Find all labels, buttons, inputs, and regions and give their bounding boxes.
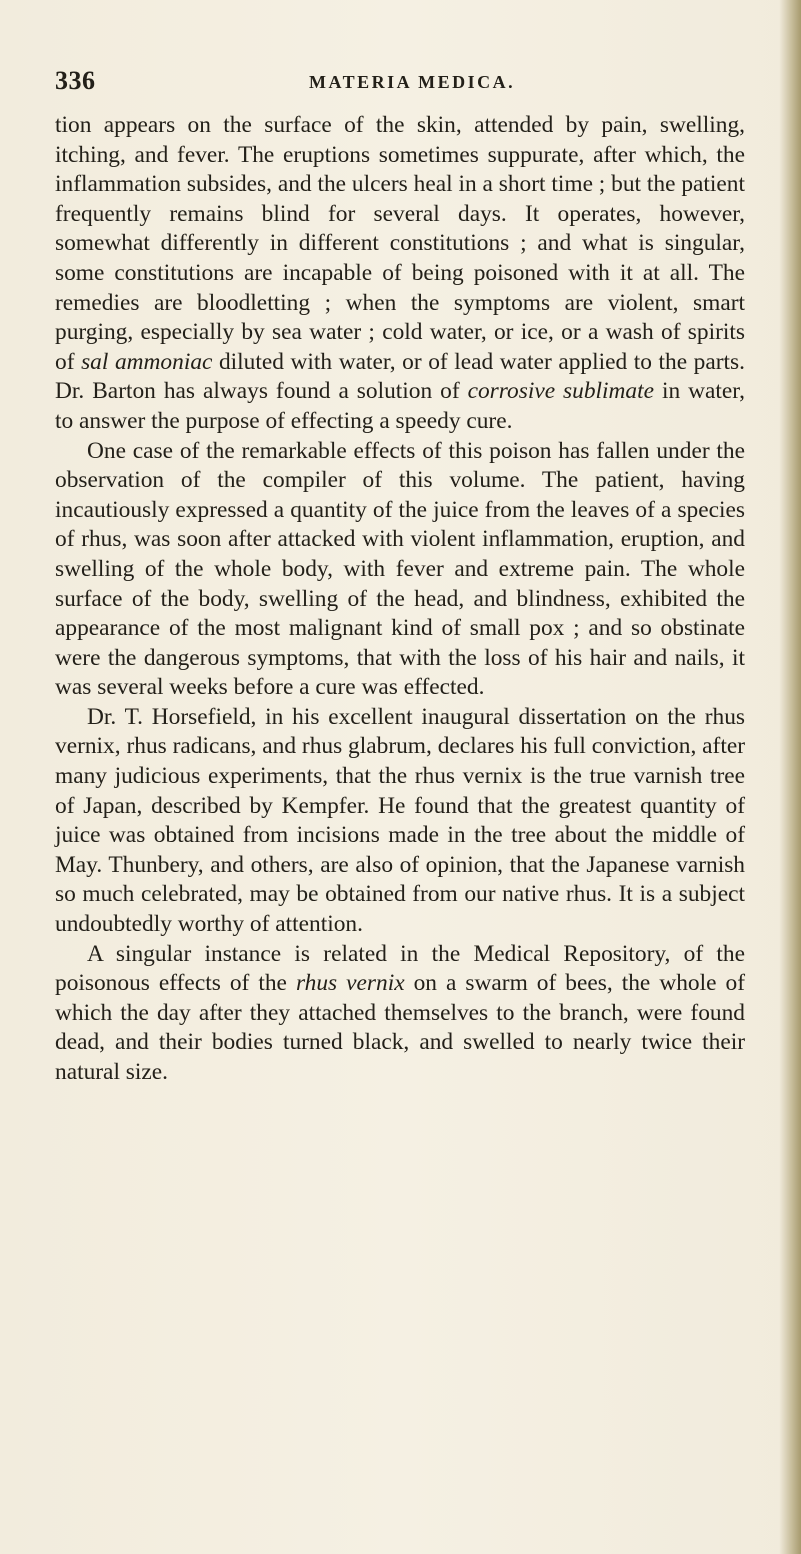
page-edge-shadow [779,0,801,1554]
text-segment: tion appears on the surface of the skin, attended by pain, swelling, itching, and fever. The eruptions sometimes suppurate, after which, the inflammation subsides, and the ulcers heal in a short time ; but the patient frequently remains blind for several days. It operates, however, somewhat differently in different constitutions ; and what is singular, some constitutions are incapable of being poisoned with it at all. The remedies are bloodletting ; when the symptoms are violent, smart purging, especially by sea water ; cold water, or ice, or a wash of spirits of [55,112,745,375]
italic-term-rhus-vernix: rhus vernix [295,970,405,997]
paragraph-4 [55,940,745,1088]
paragraph-3 [55,703,745,940]
italic-term-corrosive-sublimate: corrosive sublimate [467,378,655,405]
text-segment: in water, to answer the purpose of effecting a speedy cure. [55,378,746,434]
italic-term-sal-ammoniac: sal ammoniac [81,348,213,375]
text-segment: One case of the remarkable effects of this poison has fallen under the observation of the compiler of this volume. The patient, having incautiously expressed a quantity of the juice from the leaves of a species of rhus, was soon after attacked with violent inflammation, eruption, and swelling of the whole body, with fever and extreme pain. The whole surface of the body, swelling of the head, and blindness, exhibited the appearance of the most malignant kind of small pox ; and so obstinate were the dangerous symptoms, that with the loss of his hair and nails, it was several weeks before a cure was effected. [55,437,745,701]
text-segment: diluted with water, or of lead water applied to the parts. Dr. Barton has always found a solution of [55,348,746,405]
page-header [55,66,745,106]
text-segment: A singular instance is related in the Medical Repository, of the poisonous effects of the [55,940,745,997]
text-segment: on a swarm of bees, the whole of which the day after they attached themselves to the branch, were found dead, and their bodies turned black, and swelled to nearly twice their natural size. [55,970,746,1085]
running-head: MATERIA MEDICA. [309,72,516,92]
body-text [55,111,745,1088]
paragraph-1 [55,111,745,437]
paragraph-2 [55,437,745,703]
page-number: 336 [55,66,96,95]
text-segment: Dr. T. Horsefield, in his excellent inaugural dissertation on the rhus vernix, rhus radicans, and rhus glabrum, declares his full conviction, after many judicious experiments, that the rhus vernix is the true varnish tree of Japan, described by Kempfer. He found that the greatest quantity of juice was obtained from incisions made in the tree about the middle of May. Thunbery, and others, are also of opinion, that the Japanese varnish so much celebrated, may be obtained from our native rhus. It is a subject undoubtedly worthy of attention. [55,703,745,938]
